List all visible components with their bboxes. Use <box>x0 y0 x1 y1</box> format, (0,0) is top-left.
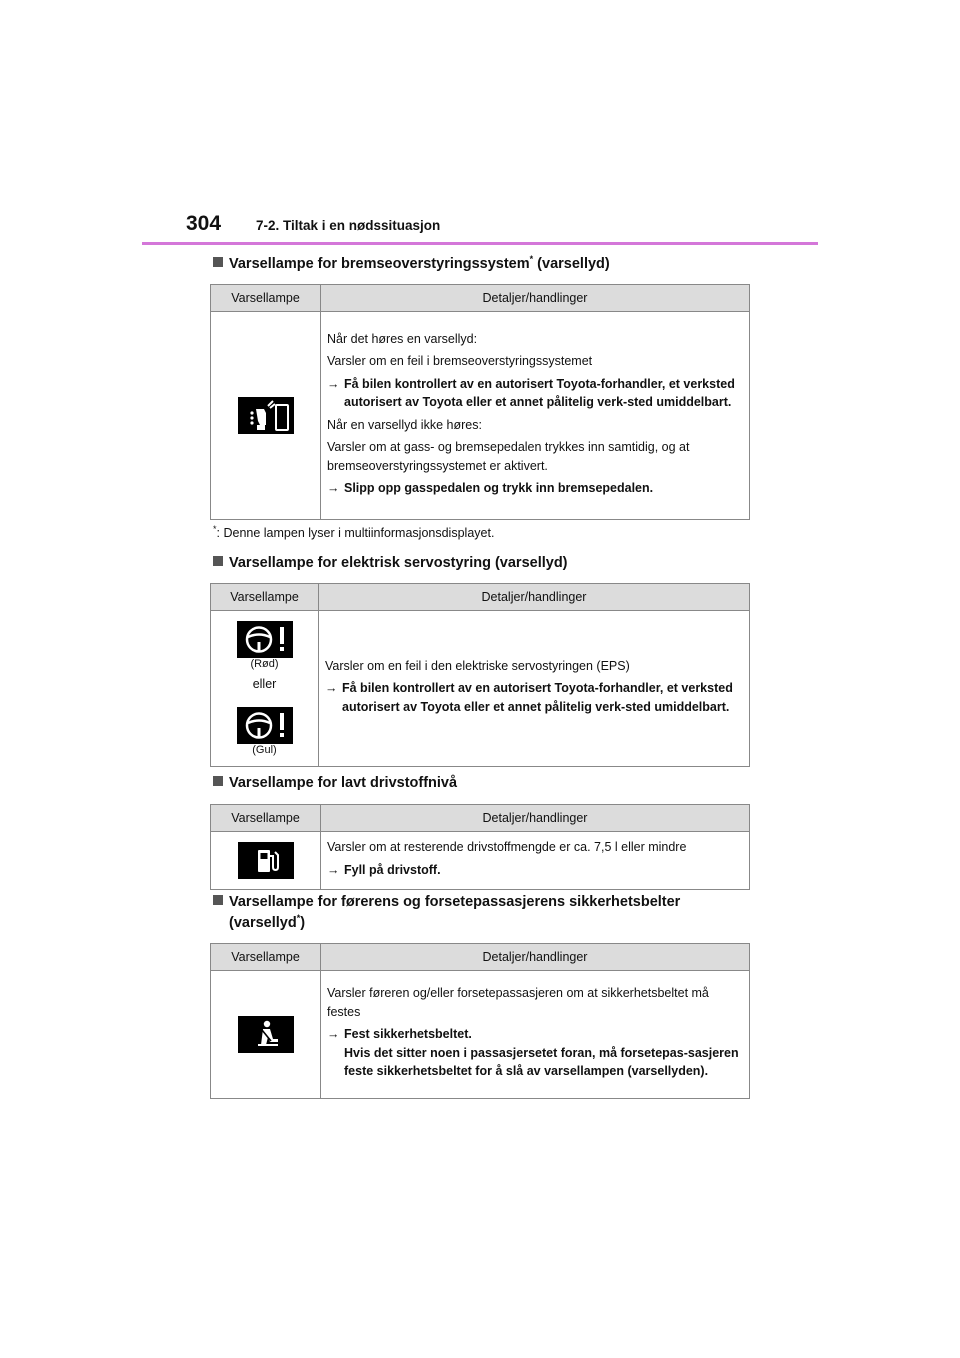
footnote: *: Denne lampen lyser i multiinformasjonsdisplayet. <box>213 523 495 540</box>
square-bullet-icon <box>213 556 223 566</box>
section-title: 7-2. Tiltak i en nødssituasjon <box>256 218 441 233</box>
page-number: 304 <box>186 212 222 235</box>
column-header-lamp: Varsellampe <box>211 584 319 611</box>
brake-override-pedal-icon <box>238 397 294 434</box>
heading-low-fuel: Varsellampe for lavt drivstoffnivå <box>213 773 457 794</box>
table-brake-override: Varsellampe Detaljer/handlinger Når det høres en varsellyd: Varsler om en feil i bremseoverstyringssystemet → Få bilen kontrollert av en autorisert Toyota-forhandler, et verksted autorisert av Toyota eller et annet pålitelig verk-sted umiddelbart. Når en varsellyd ikke høres: Varsler om at gass- og bremsepedalen trykkes inn samtidig, og at bremseoverstyringssystemet er aktivert. → Slipp opp gasspedalen og trykk inn bremsepedalen. <box>210 284 750 520</box>
table-power-steering: Varsellampe Detaljer/handlinger (Rød) eller (Gul) Varsler om en feil i den elektriske servostyringen (EPS) → Få bilen kontrollert av en autorisert Toyota-forhandler, et verksted autorisert av Toyota eller et annet pålitelig verk-sted umiddelbart. <box>210 583 750 767</box>
square-bullet-icon <box>213 776 223 786</box>
arrow-icon: → <box>327 1027 340 1042</box>
heading-power-steering: Varsellampe for elektrisk servostyring (varsellyd) <box>213 553 568 574</box>
table-seatbelt: Varsellampe Detaljer/handlinger Varsler føreren og/eller forsetepassasjeren om at sikkerhetsbeltet må festes → Fest sikkerhetsbeltet. Hvis det sitter noen i passasjersetet foran, må forsetepas-sasjeren feste sikkerhetsbeltet for å slå av varsellampen (varsellyden). <box>210 943 750 1099</box>
heading-seatbelt: Varsellampe for førerens og forsetepassasjerens sikkerhetsbelter (varsellyd*) <box>213 892 680 934</box>
column-header-lamp: Varsellampe <box>211 805 321 832</box>
steering-wheel-warning-icon <box>237 621 293 658</box>
square-bullet-icon <box>213 257 223 267</box>
fuel-pump-icon <box>238 842 294 879</box>
column-header-details: Detaljer/handlinger <box>321 805 750 832</box>
column-header-lamp: Varsellampe <box>211 944 321 971</box>
square-bullet-icon <box>213 895 223 905</box>
arrow-icon: → <box>327 376 340 391</box>
header-divider <box>142 242 818 245</box>
arrow-icon: → <box>327 481 340 495</box>
table-low-fuel: Varsellampe Detaljer/handlinger Varsler om at resterende drivstoffmengde er ca. 7,5 l eller mindre → Fyll på drivstoff. <box>210 804 750 890</box>
heading-brake-override: Varsellampe for bremseoverstyringssystem* (varsellyd) <box>213 254 610 275</box>
arrow-icon: → <box>325 681 338 696</box>
column-header-details: Detaljer/handlinger <box>321 944 750 971</box>
column-header-details: Detaljer/handlinger <box>319 584 750 611</box>
steering-wheel-warning-icon <box>237 707 293 744</box>
column-header-lamp: Varsellampe <box>211 285 321 312</box>
arrow-icon: → <box>327 862 340 877</box>
seatbelt-reminder-icon <box>238 1016 294 1053</box>
or-label: eller <box>252 677 277 691</box>
page-header <box>186 212 440 236</box>
caption-red: (Rød) <box>250 658 279 670</box>
column-header-details: Detaljer/handlinger <box>321 285 750 312</box>
caption-yellow: (Gul) <box>252 744 277 756</box>
